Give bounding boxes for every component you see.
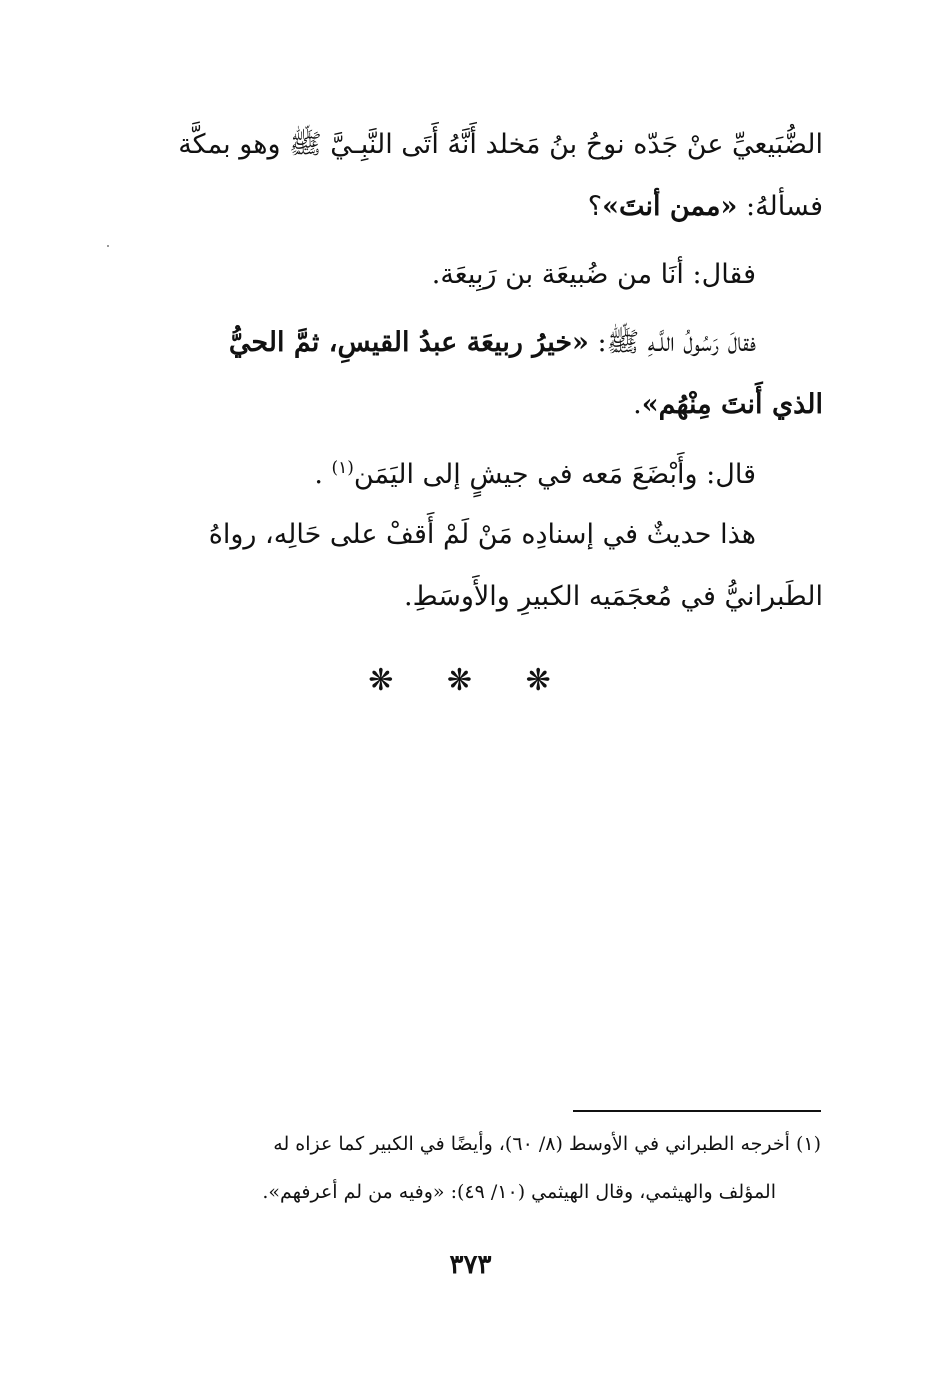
text-line-2 — [588, 188, 823, 225]
prophet-speech-part-2: الذي أَنتَ مِنْهُم» — [641, 389, 823, 420]
companion-answer: فقال: أنَا من ضُبيعَة بن رَبِيعَة. — [431, 259, 756, 290]
footnote-line-1: (١) أخرجه الطبراني في الأوسط (٨/ ٦٠)، وأيضًا في الكبير كما عزاه له — [273, 1133, 821, 1155]
prophet-speech-intro: فقالَ رَسُولُ اللَّـهِ ﷺ: — [588, 327, 756, 358]
text-line-6 — [314, 450, 756, 493]
footnote-divider — [573, 1110, 821, 1112]
source-text: الطَبرانيُّ في مُعجَمَيه الكبيرِ والأَوسَطِ. — [404, 581, 823, 612]
margin-mark — [107, 245, 109, 247]
section-separator: ❋ ❋ ❋ — [368, 663, 573, 698]
text-line-5 — [633, 386, 823, 423]
page-number: ٣٧٣ — [449, 1250, 492, 1280]
grading-text: هذا حديثٌ في إسنادِه مَنْ لَمْ أَقفْ على حَالِه، رواهُ — [208, 519, 756, 550]
period: . — [633, 389, 642, 420]
prophet-speech-part-1: «خيرُ ربيعَة عبدُ القيسِ، ثمَّ الحيُّ — [228, 327, 589, 358]
text-line-3 — [432, 256, 756, 293]
text-line-1 — [178, 126, 823, 163]
footnote-reference: (١) — [331, 458, 354, 478]
question-intro: فسألهُ: — [737, 191, 823, 222]
footnote-line-2: المؤلف والهيثمي، وقال الهيثمي (١٠/ ٤٩): «وفيه من لم أعرفهم». — [262, 1181, 776, 1203]
question-mark: ؟ — [587, 191, 603, 222]
text-line-8 — [404, 578, 823, 615]
period: . — [314, 459, 332, 490]
text-line-4 — [229, 324, 756, 361]
hadith-chain-text: الضُّبَيعيِّ عنْ جَدّه نوحُ بنُ مَخلد أَنَّهُ أَتَى النَّبِـيَّ ﷺ وهو بمكَّة — [178, 129, 823, 160]
prophet-question: «ممن أنتَ» — [602, 191, 738, 222]
narration-end: قال: وأَبْضَعَ مَعه في جيشٍ إلى اليَمَن — [353, 459, 756, 490]
text-line-7 — [209, 516, 756, 553]
